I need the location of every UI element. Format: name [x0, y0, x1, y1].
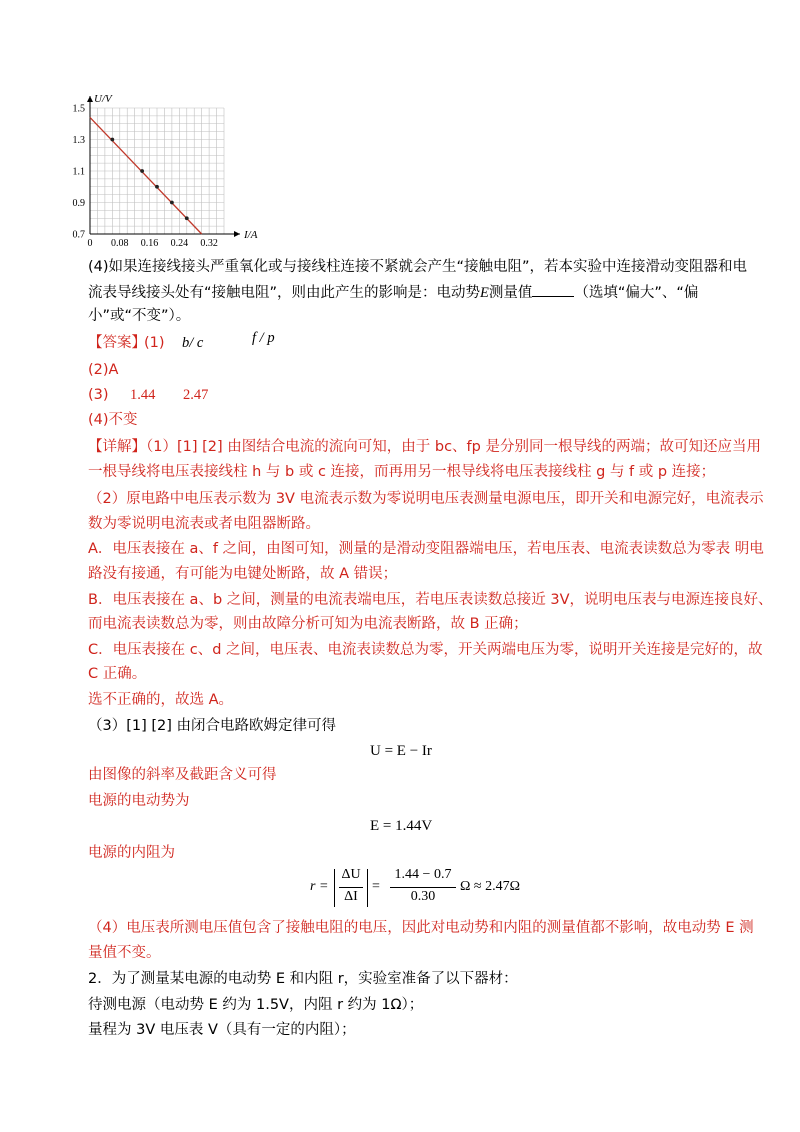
detail-line10: C 正确。 — [88, 666, 147, 682]
x-tick-label: 0.32 — [200, 238, 218, 249]
detail-line13: 由图像的斜率及截距含义可得 — [88, 767, 277, 783]
q2-line1: 2．为了测量某电源的电动势 E 和内阻 r，实验室准备了以下器材： — [88, 971, 518, 987]
detail-line1: 【详解】（1）[1] [2] 由图结合电流的流向可知，由于 bc、fp 是分别同一根导线的两端；故可知还应当用 — [88, 439, 761, 455]
detail-line8: 而电流表读数总为零，则由故障分析可知为电流表断路，故 B 正确； — [88, 616, 528, 632]
y-tick-label: 1.1 — [72, 166, 85, 178]
x-tick-label: 0.16 — [140, 238, 159, 249]
y-tick-label: 0.9 — [72, 198, 85, 209]
answer-blank[interactable] — [532, 282, 574, 297]
x-tick-label: 0.08 — [111, 238, 129, 249]
answer-label: 【答案】 — [88, 335, 146, 351]
data-point — [185, 216, 189, 220]
q4-line3: 小”或“不变”）。 — [88, 308, 191, 324]
x-axis-label: I/A — [244, 229, 258, 241]
answer-part1: (1) — [144, 335, 165, 351]
x-tick-label: 0.24 — [170, 238, 189, 249]
fit-line — [90, 117, 202, 234]
detail-line3: （2）原电路中电压表示数为 3V 电流表示数为零说明电压表测量电源电压，即开关和电源完好，电流表示 — [88, 491, 764, 507]
data-point — [110, 138, 114, 142]
answer-emf: 1.44 — [130, 387, 156, 403]
graph-grid — [90, 108, 224, 234]
detail-line9: C．电压表接在 c、d 之间，电压表、电流表读数总为零，开关两端电压为零，说明开关连接是完好的，故 — [88, 642, 763, 658]
q2-line2: 待测电源（电动势 E 约为 1.5V，内阻 r 约为 1Ω）； — [88, 997, 424, 1013]
detail-line16: （4）电压表所测电压值包含了接触电阻的电压，因此对电动势和内阻的测量值都不影响，故电动势 E 测 — [88, 920, 754, 936]
detail-line5: A．电压表接在 a、f 之间，由图可知，测量的是滑动变阻器端电压，若电压表、电流表读数总为零表 明电 — [88, 541, 764, 557]
q4-line2: 流表导线接头处有“接触电阻”，则由此产生的影响是：电动势E测量值 （选填“偏大”、“偏 — [88, 282, 698, 303]
equation-resistance: r = ΔU ΔI = 1.44 − 0.7 0.30 Ω ≈ 2.47Ω — [310, 865, 550, 913]
equation-ohm: U = E − Ir — [370, 743, 432, 759]
answer-resistance: 2.47 — [183, 387, 209, 403]
data-point — [170, 201, 174, 205]
u-i-graph — [62, 92, 272, 252]
x-axis-arrow — [234, 231, 240, 237]
q2-line3: 量程为 3V 电压表 V（具有一定的内阻）； — [88, 1022, 356, 1038]
equation-emf: E = 1.44V — [370, 818, 433, 834]
answer-f: f / p — [252, 330, 275, 346]
detail-line6: 路没有接通，有可能为电键处断路，故 A 错误； — [88, 566, 398, 582]
x-tick-label: 0 — [87, 238, 93, 249]
detail-line14: 电源的电动势为 — [88, 793, 190, 809]
y-tick-label: 0.7 — [72, 229, 85, 241]
y-axis-arrow — [87, 96, 93, 102]
answer-part4: (4)不变 — [88, 412, 138, 428]
detail-line12: （3）[1] [2] 由闭合电路欧姆定律可得 — [88, 718, 337, 734]
detail-line2: 一根导线将电压表接线柱 h 与 b 或 c 连接，而再用另一根导线将电压表接线柱 g 与 f 或 p 连接； — [88, 464, 716, 480]
graph-axes — [87, 96, 240, 237]
detail-line7: B．电压表接在 a、b 之间，测量的电流表端电压，若电压表读数总接近 3V，说明电压表与电源连接良好、 — [88, 592, 773, 608]
data-point — [140, 169, 144, 173]
y-tick-label: 1.5 — [72, 103, 85, 115]
detail-line17: 量值不变。 — [88, 945, 161, 961]
data-point — [155, 185, 159, 189]
answer-part3: (3) — [88, 387, 109, 403]
y-tick-label: 1.3 — [72, 135, 85, 146]
detail-line11: 选不正确的，故选 A。 — [88, 692, 234, 708]
q4-line1: (4)如果连接线接头严重氧化或与接线柱连接不紧就会产生“接触电阻”，若本实验中连接滑动变阻器和电 — [88, 259, 748, 275]
answer-part2: (2)A — [88, 362, 119, 378]
graph-ticks — [73, 104, 218, 250]
detail-line15: 电源的内阻为 — [88, 845, 175, 861]
detail-line4: 数为零说明电流表或者电阻器断路。 — [88, 516, 320, 532]
y-axis-label: U/V — [94, 93, 112, 105]
answer-b: b/ c — [182, 335, 204, 351]
